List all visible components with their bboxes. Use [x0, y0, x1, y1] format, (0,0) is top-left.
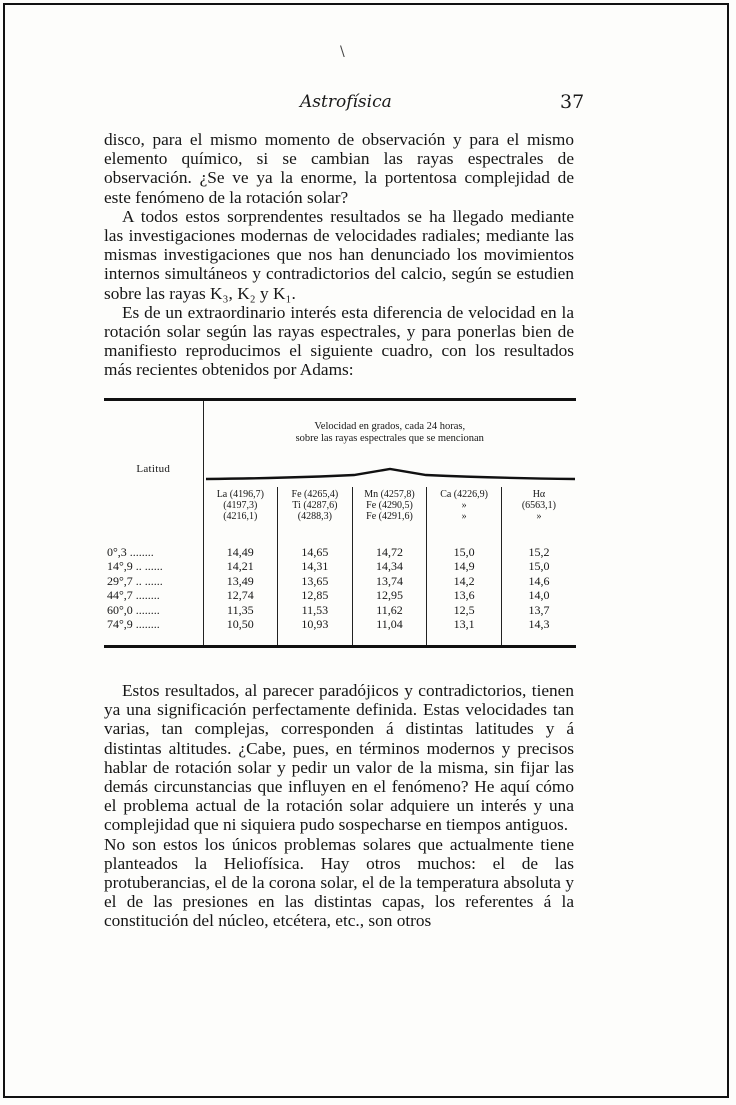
ray-column-header [501, 487, 576, 537]
value-cell: 15,2 [528, 545, 550, 559]
latitude-cell: 74°,9 ........ [104, 617, 203, 647]
paragraph: Es de un extraordinario interés esta diferencia de velocidad en la rotación solar según las rayas espectrales, y para ponerlas bien de manifiesto reproducimos el siguiente cuadro, con los resultados más recientes obtenidos por Adams: [104, 302, 574, 380]
ray-line: (6563,1) [521, 500, 557, 511]
value-cell: 10,93 [278, 617, 353, 647]
ray-column-header [278, 487, 353, 537]
value-cell: 13,7 [528, 602, 550, 617]
ray-line: » [461, 500, 467, 511]
ray-line: Ti (4287,6) [292, 500, 338, 511]
value-cell: 15,0 [528, 559, 550, 574]
ray-line: (4216,1) [223, 511, 258, 522]
value-cell: 14,49 [203, 537, 278, 559]
ray-line: Fe (4265,4) [291, 489, 339, 500]
latitude-cell: 0°,3 ........ [104, 537, 203, 559]
value-cell: 13,65 [278, 574, 353, 588]
ray-line: » [461, 511, 467, 522]
table-row [104, 559, 576, 573]
value-cell: 11,53 [278, 603, 353, 617]
latitude-cell: 44°,7 ........ [104, 588, 203, 602]
paragraph: disco, para el mismo momento de observación y para el mismo elemento químico, si se cambian las rayas espectrales de observación. ¿Se ve ya la enorme, la portentosa complejidad de este fenómeno de la rotación solar? [104, 130, 574, 207]
top-text-block [104, 130, 574, 380]
latitude-cell: 29°,7 .. ...... [104, 574, 203, 588]
value-cell: 14,21 [203, 559, 278, 573]
bottom-text-block [104, 681, 574, 931]
value-cell: 12,95 [352, 588, 427, 602]
table-row [104, 603, 576, 617]
value-cell: 13,1 [427, 617, 502, 647]
table-row [104, 617, 576, 647]
velocity-header [203, 400, 576, 466]
ray-line: Ca (4226,9) [440, 489, 488, 500]
rotation-velocity-table [104, 398, 576, 648]
ray-line: La (4196,7) [216, 489, 264, 500]
value-cell: 10,50 [203, 617, 278, 647]
value-cell: 14,72 [352, 537, 427, 559]
value-cell: 14,31 [278, 559, 353, 573]
value-cell: 12,74 [203, 588, 278, 602]
value-cell: 12,85 [278, 588, 353, 602]
latitude-cell: 14°,9 .. ...... [104, 559, 203, 573]
value-cell: 14,65 [278, 537, 353, 559]
value-cell: 15,0 [427, 537, 502, 559]
value-cell: 14,3 [528, 617, 550, 632]
ray-column-header [352, 487, 427, 537]
value-cell: 14,2 [427, 574, 502, 588]
velocity-header-line: Velocidad en grados, cada 24 horas, [314, 421, 466, 432]
stray-mark: \ [340, 44, 345, 60]
value-cell: 11,35 [203, 603, 278, 617]
ray-line: » [536, 511, 542, 522]
latitude-header: Latitud [104, 400, 203, 538]
value-cell: 14,9 [427, 559, 502, 573]
paragraph: No son estos los únicos problemas solares que actualmente tiene planteados la Heliofísica. Hay otros muchos: el de las protuberancias, el de la corona solar, el de la temperatura absoluta y el de las presiones en las distintas capas, los referentes á la constitución del núcleo, etcétera, etc., son otros [104, 834, 574, 931]
brace-svg [204, 465, 577, 487]
value-cell: 14,34 [352, 559, 427, 573]
page-number: 37 [560, 91, 585, 113]
ray-line: (4288,3) [297, 511, 332, 522]
ray-column-header [427, 487, 502, 537]
running-title: Astrofísica [300, 92, 392, 112]
value-cell: 13,74 [352, 574, 427, 588]
value-cell: 12,5 [427, 603, 502, 617]
ray-line: Mn (4257,8) [364, 489, 415, 500]
ray-line: (4197,3) [223, 500, 258, 511]
value-cell: 13,6 [427, 588, 502, 602]
table-row [104, 537, 576, 559]
ray-line: Fe (4291,6) [366, 511, 413, 522]
paragraph: A todos estos sorprendentes resultados se ha llegado mediante las investigaciones modernas de velocidades radiales; mediante las mismas investigaciones que nos han denunciado los movimientos internos simultáneos y contradictorios del calcio, según se estudien sobre las rayas K₃, K₂ y K₁. [104, 206, 574, 303]
brace-row [203, 465, 576, 487]
ray-column-header [203, 487, 278, 537]
table-row [104, 574, 576, 588]
value-cell: 11,04 [352, 617, 427, 647]
value-cell: 14,6 [528, 573, 550, 588]
table-row [104, 588, 576, 602]
latitude-cell: 60°,0 ........ [104, 603, 203, 617]
data-table [104, 398, 576, 648]
value-cell: 14,0 [528, 588, 550, 603]
brace-shape [206, 469, 575, 479]
ray-line: Hα [532, 489, 546, 500]
value-cell: 11,62 [352, 603, 427, 617]
ray-line: Fe (4290,5) [366, 500, 413, 511]
value-cell: 13,49 [203, 574, 278, 588]
velocity-header-line: sobre las rayas espectrales que se mencionan [295, 433, 484, 444]
paragraph: Estos resultados, al parecer paradójicos y contradictorios, tienen ya una significación perfectamente definida. Estas velocidades tan varias, tan complejas, corresponden á distintas latitudes y á distintas altitudes. ¿Cabe, pues, en términos modernos y precisos hablar de rotación solar y pedir un valor de la misma, sin fijar las demás circunstancias que influyen en el fenómeno? He aquí cómo el problema actual de la rotación solar adquiere un interés y una complejidad que ni siquiera pudo sospecharse en tiempos antiguos. [104, 681, 574, 835]
